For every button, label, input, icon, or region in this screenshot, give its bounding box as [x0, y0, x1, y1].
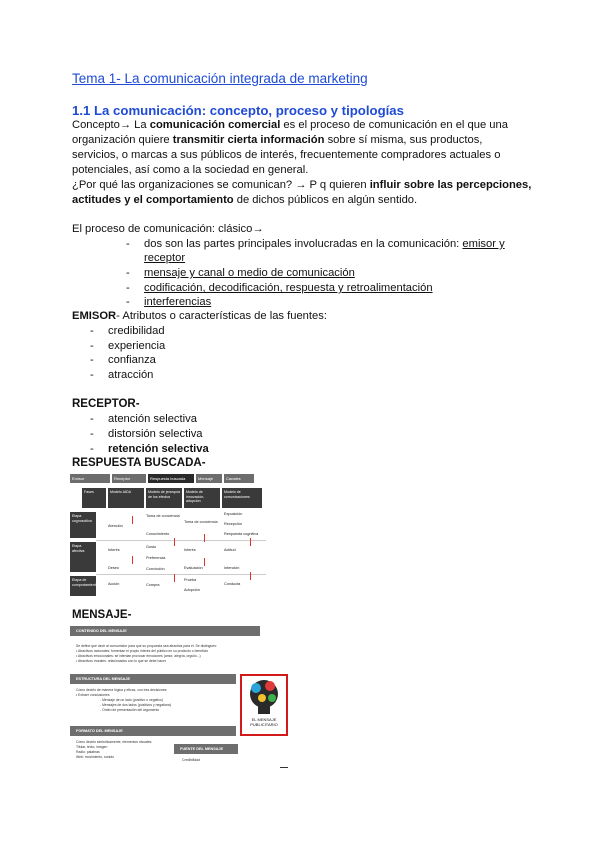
list-item: codificación, decodificación, respuesta y retroalimentación [144, 282, 433, 294]
paragraph-line: potenciales, así como a la sociedad en general. [72, 164, 309, 176]
cell-accion: Acción [108, 582, 120, 586]
bar-fuente: FUENTE DEL MENSAJE [174, 744, 238, 754]
tab-mensaje: Mensaje [196, 474, 222, 483]
cell-gusto: Gusto [146, 545, 157, 549]
fig-text: - Orden de presentación del argumento [100, 708, 160, 712]
col-comunicaciones: Modelo de comunicaciones [222, 488, 262, 508]
arrow-tick [132, 556, 133, 564]
emisor-heading: EMISOR- Atributos o características de las fuentes: [72, 310, 327, 322]
list-dash: - [90, 413, 94, 425]
bar-estructura: ESTRUCTURA DEL MENSAJE [70, 674, 236, 684]
cell-conviccion: Convicción [146, 567, 165, 571]
cell-adopcion: Adopción [184, 588, 200, 592]
fig-text: Web: movimiento, sonido [76, 755, 115, 759]
fig-text: Titular, texto, imagen [76, 745, 108, 749]
cell-interes: Interés [108, 548, 120, 552]
cell-toma: Toma de conciencia [146, 514, 180, 518]
list-item-cont: receptor [144, 252, 186, 264]
bar-formato: FORMATO DEL MENSAJE [70, 726, 236, 736]
cell-conducta: Conducta [224, 582, 241, 586]
arrow-tick [204, 534, 205, 542]
arrow-tick [250, 572, 251, 580]
col-fases: Fases [82, 488, 106, 508]
list-dash: - [90, 428, 94, 440]
arrow-tick [132, 516, 133, 524]
fig-text: Cómo decirlo simbólicamente, elementos visuales: [76, 740, 153, 744]
cell-recepcion: Recepción [224, 522, 242, 526]
list-dash: - [90, 325, 94, 337]
divider-mark [280, 767, 288, 768]
arrow-tick [174, 574, 175, 582]
tab-respuesta: Respuesta buscada [148, 474, 194, 483]
cell-interes2: Interés [184, 548, 196, 552]
col-innovacion: Modelo de innovación-adopción [184, 488, 220, 508]
paragraph-line: actitudes y el comportamiento de dichos públicos en algún sentido. [72, 194, 418, 206]
fig-text: Credibilidad [182, 758, 200, 762]
cell-actitud: Actitud [224, 548, 236, 552]
fig-text: - Mensaje de un lado (positivo o negativo) [100, 698, 163, 702]
cell-prueba: Prueba [184, 578, 197, 582]
list-item: confianza [108, 354, 156, 366]
fig-text: Radio: palabras [76, 750, 100, 754]
cell-intencion: Intención [224, 566, 240, 570]
list-dash: - [126, 296, 130, 308]
list-item: dos son las partes principales involucradas en la comunicación: emisor y [144, 238, 505, 250]
tab-canales: Canales [224, 474, 254, 483]
list-item: distorsión selectiva [108, 428, 203, 440]
list-dash: - [90, 369, 94, 381]
mensaje-heading: MENSAJE- [72, 609, 132, 621]
row-divider [96, 574, 266, 575]
arrow-tick [204, 558, 205, 566]
cell-compra: Compra [146, 583, 160, 587]
paragraph-line: organización quiere transmitir cierta información sobre sí misma, sus productos, [72, 134, 483, 146]
fig-text: - Mensajes de dos lados (positivos y negativos) [100, 703, 172, 707]
bar-contenido: CONTENIDO DEL MENSAJE [70, 626, 260, 636]
receptor-heading: RECEPTOR- [72, 398, 140, 410]
row-cognoscitiva: Etapa cognoscitiva [70, 512, 96, 538]
proceso-intro: El proceso de comunicación: clásico→ [72, 223, 264, 235]
cell-evaluacion: Evaluación [184, 566, 203, 570]
fig-text: • Atractivos emocionales: se intentan provocar emociones (amor, alegría, orgullo...) [76, 654, 201, 658]
cell-preferencia: Preferencia [146, 556, 166, 560]
row-divider [96, 540, 266, 541]
page-title: Tema 1- La comunicación integrada de marketing [72, 71, 368, 86]
list-dash: - [126, 238, 130, 250]
poster-caption: EL MENSAJE PUBLICITARIO [250, 717, 278, 727]
list-item: mensaje y canal o medio de comunicación [144, 267, 355, 279]
head-silhouette-icon [242, 676, 286, 716]
list-dash: - [90, 354, 94, 366]
list-item: retención selectiva [108, 443, 209, 455]
fig-text: • Atractivos racionales: fomentan el propio interés del público en su producto o beneficio [76, 649, 209, 653]
respuesta-table-image [70, 474, 266, 600]
tab-receptor: Receptor [112, 474, 146, 483]
cell-conocimiento: Conocimiento [146, 532, 170, 536]
list-dash: - [126, 267, 130, 279]
list-dash: - [90, 340, 94, 352]
fig-text: Se define qué decir al consumidor para que su propuesta sea atractiva para él. Se distinguen: [76, 644, 217, 648]
respuesta-heading: RESPUESTA BUSCADA- [72, 457, 206, 469]
list-item: atención selectiva [108, 413, 197, 425]
poster-image [240, 674, 288, 736]
row-afectiva: Etapa afectiva [70, 542, 96, 572]
paragraph-line: Concepto→ La comunicación comercial es el proceso de comunicación en el que una [72, 119, 508, 131]
list-item: experiencia [108, 340, 166, 352]
arrow-tick [174, 538, 175, 546]
cell-atencion: Atención [108, 524, 123, 528]
col-jerarquia: Modelo de jerarquía de los efectos [146, 488, 182, 508]
section-heading: 1.1 La comunicación: concepto, proceso y tipologías [72, 103, 404, 118]
cell-toma2: Toma de conciencia [184, 520, 218, 524]
fig-text: • Extraer conclusiones [76, 693, 110, 697]
tab-emisor: Emisor [70, 474, 110, 483]
fig-text: Cómo decirlo de manera lógica y eficaz, con tres decisiones: [76, 688, 168, 692]
list-item: interferencias [144, 296, 212, 308]
list-item: atracción [108, 369, 154, 381]
fig-text: • Atractivos morales: relacionados con lo que se debe hacer [76, 659, 166, 663]
mensaje-image [70, 626, 290, 770]
cell-deseo: Deseo [108, 566, 119, 570]
arrow-tick [250, 538, 251, 546]
cell-exposicion: Exposición [224, 512, 243, 516]
paragraph-line: servicios, o marcas a sus públicos de interés, frecuentemente compradores actuales o [72, 149, 501, 161]
cell-respuesta: Respuesta cognitiva [224, 532, 259, 536]
list-dash: - [90, 443, 94, 455]
row-comportamiento: Etapa de comportamiento [70, 576, 96, 596]
paragraph-line: ¿Por qué las organizaciones se comunican? → P q quieren influir sobre las percepciones, [72, 179, 532, 191]
col-aida: Modelo AIDA [108, 488, 144, 508]
list-dash: - [126, 282, 130, 294]
list-item: credibilidad [108, 325, 165, 337]
